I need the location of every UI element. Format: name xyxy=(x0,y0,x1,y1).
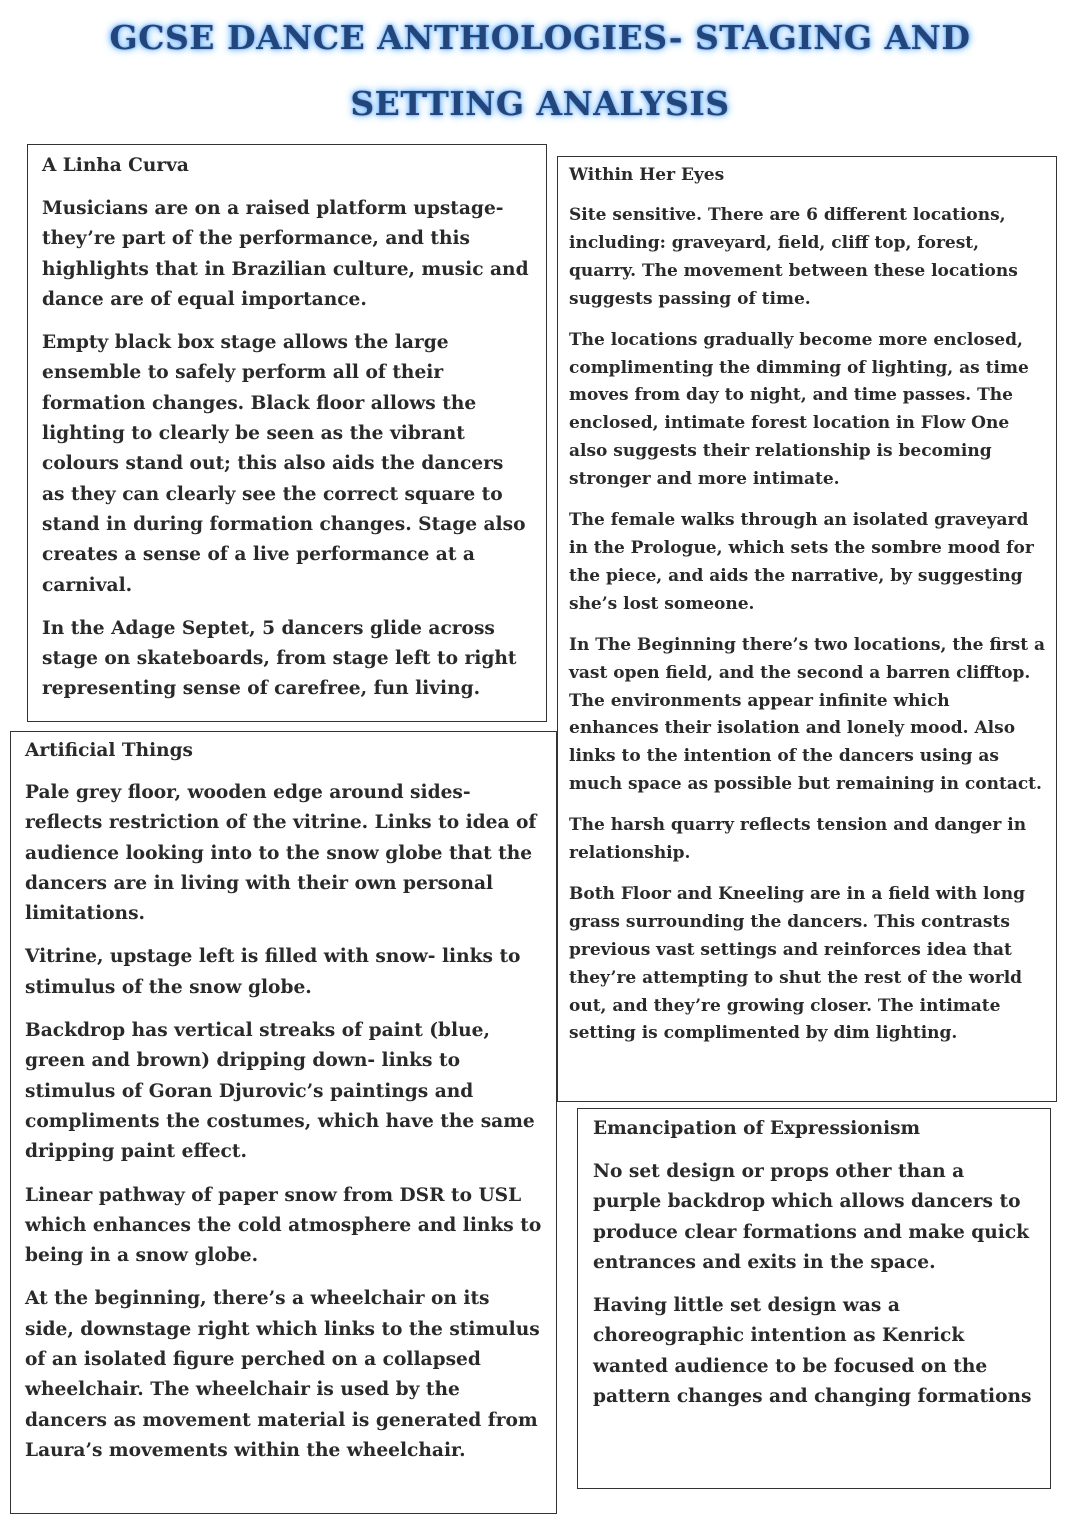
a-linha-curva-box xyxy=(27,144,547,722)
paragraph: Having little set design was a choreographic intention as Kenrick wanted audience to be focused on the pattern changes and changing formations xyxy=(593,1295,1032,1408)
paragraph: Backdrop has vertical streaks of paint (blue, green and brown) dripping down- links to stimulus of Goran Djurovic’s paintings and compliments the costumes, which have the same dripping paint effect. xyxy=(25,1020,535,1163)
paragraph: In The Beginning there’s two locations, the first a vast open field, and the second a barren clifftop. The environments appear infinite which enhances their isolation and lonely mood. Also links to the intention of the dancers using as much space as possible but remaining in contact. xyxy=(569,634,1045,795)
paragraph: Pale grey floor, wooden edge around sides- reflects restriction of the vitrine. Links to idea of audience looking into to the snow globe that the dancers are in living with their own personal limitations. xyxy=(25,782,537,925)
paragraph: Site sensitive. There are 6 different locations, including: graveyard, field, cliff top, forest, quarry. The movement between these locations suggests passing of time. xyxy=(569,205,1018,309)
paragraph: Both Floor and Kneeling are in a field with long grass surrounding the dancers. This contrasts previous vast settings and reinforces idea that they’re attempting to shut the rest of the world out, and they’re growing closer. The intimate setting is complimented by dim lighting. xyxy=(569,883,1026,1044)
within-her-eyes-box xyxy=(557,156,1057,1102)
paragraph: Empty black box stage allows the large ensemble to safely perform all of their formation changes. Black floor allows the lighting to clearly be seen as the vibrant colours stand out; this also aids the dancers as they can clearly see the correct square to stand in during formation changes. Stage also creates a sense of a live performance at a carnival. xyxy=(42,332,526,596)
artificial-things-box xyxy=(10,731,557,1514)
paragraph: The harsh quarry reflects tension and danger in relationship. xyxy=(569,815,1027,864)
section-heading: Artificial Things xyxy=(25,740,193,761)
section-heading: Within Her Eyes xyxy=(569,165,725,185)
paragraph: In the Adage Septet, 5 dancers glide across stage on skateboards, from stage left to right representing sense of carefree, fun living. xyxy=(42,617,517,700)
section-heading: Emancipation of Expressionism xyxy=(593,1118,921,1139)
page-title-line-2: SETTING ANALYSIS xyxy=(350,84,730,123)
emancipation-box xyxy=(577,1108,1051,1489)
paragraph: At the beginning, there’s a wheelchair on its side, downstage right which links to the stimulus of an isolated figure perched on a collapsed wheelchair. The wheelchair is used by the dancers as movement material is generated from Laura’s movements within the wheelchair. xyxy=(25,1288,540,1461)
paragraph: Linear pathway of paper snow from DSR to USL which enhances the cold atmosphere and links to being in a snow globe. xyxy=(25,1184,542,1267)
section-heading: A Linha Curva xyxy=(42,155,189,176)
paragraph: The female walks through an isolated graveyard in the Prologue, which sets the sombre mood for the piece, and aids the narrative, by suggesting she’s lost someone. xyxy=(569,510,1034,614)
page-title-line-1: GCSE DANCE ANTHOLOGIES- STAGING AND xyxy=(109,18,971,57)
paragraph: Vitrine, upstage left is filled with snow- links to stimulus of the snow globe. xyxy=(25,946,521,998)
paragraph: No set design or props other than a purple backdrop which allows dancers to produce clear formations and make quick entrances and exits in the space. xyxy=(593,1161,1030,1273)
paragraph: Musicians are on a raised platform upstage- they’re part of the performance, and this highlights that in Brazilian culture, music and dance are of equal importance. xyxy=(42,198,529,310)
paragraph: The locations gradually become more enclosed, complimenting the dimming of lighting, as time moves from day to night, and time passes. The enclosed, intimate forest location in Flow One also suggests their relationship is becoming stronger and more intimate. xyxy=(569,329,1029,490)
